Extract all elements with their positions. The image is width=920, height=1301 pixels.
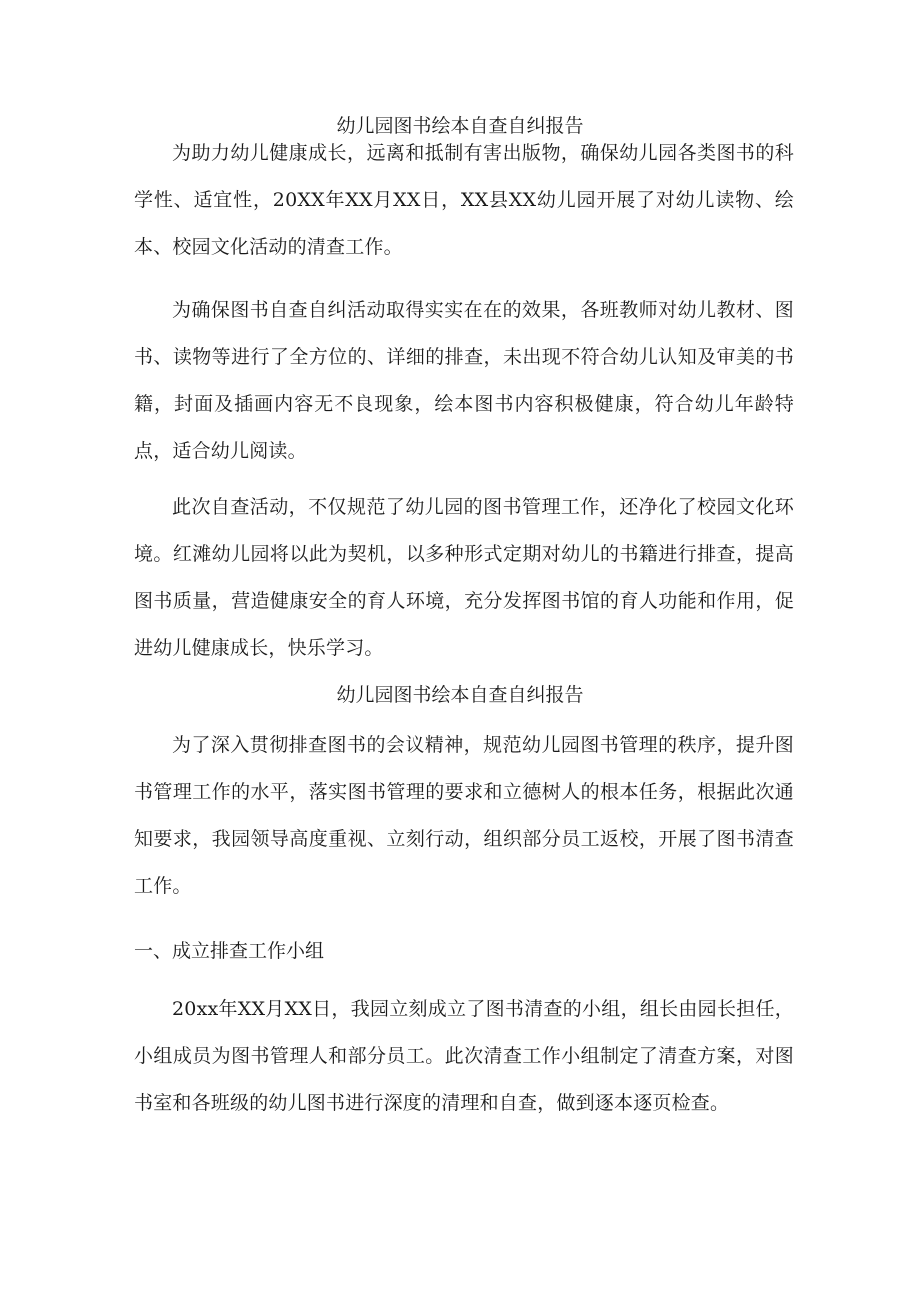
section-heading-1: 一、成立排查工作小组 xyxy=(134,940,325,962)
paragraph-4: 为了深入贯彻排查图书的会议精神，规范幼儿园图书管理的秩序，提升图书管理工作的水平，落实图书管理的要求和立德树人的根本任务，根据此次通知要求，我园领导高度重视、立刻行动，组织部分员工返校，开展了图书清查工作。 xyxy=(134,734,794,897)
paragraph-5: 20xx年XX月XX日，我园立刻成立了图书清查的小组，组长由园长担任，小组成员为图书管理人和部分员工。此次清查工作小组制定了清查方案，对图书室和各班级的幼儿图书进行深度的清理和自查，做到逐本逐页检查。 xyxy=(134,998,794,1114)
paragraph-1: 为助力幼儿健康成长，远离和抵制有害出版物，确保幼儿园各类图书的科学性、适宜性，20XX年XX月XX日，XX县XX幼儿园开展了对幼儿读物、绘本、校园文化活动的清查工作。 xyxy=(134,142,794,258)
report-title-1: 幼儿园图书绘本自查自纠报告 xyxy=(336,115,584,137)
paragraph-3: 此次自查活动，不仅规范了幼儿园的图书管理工作，还净化了校园文化环境。红滩幼儿园将以此为契机，以多种形式定期对幼儿的书籍进行排查，提高图书质量，营造健康安全的育人环境，充分发挥图书馆的育人功能和作用，促进幼儿健康成长，快乐学习。 xyxy=(134,496,794,659)
paragraph-2: 为确保图书自查自纠活动取得实实在在的效果，各班教师对幼儿教材、图书、读物等进行了全方位的、详细的排查，未出现不符合幼儿认知及审美的书籍，封面及插画内容无不良现象，绘本图书内容积极健康，符合幼儿年龄特点，适合幼儿阅读。 xyxy=(134,299,794,462)
report-title-2: 幼儿园图书绘本自查自纠报告 xyxy=(336,684,584,706)
